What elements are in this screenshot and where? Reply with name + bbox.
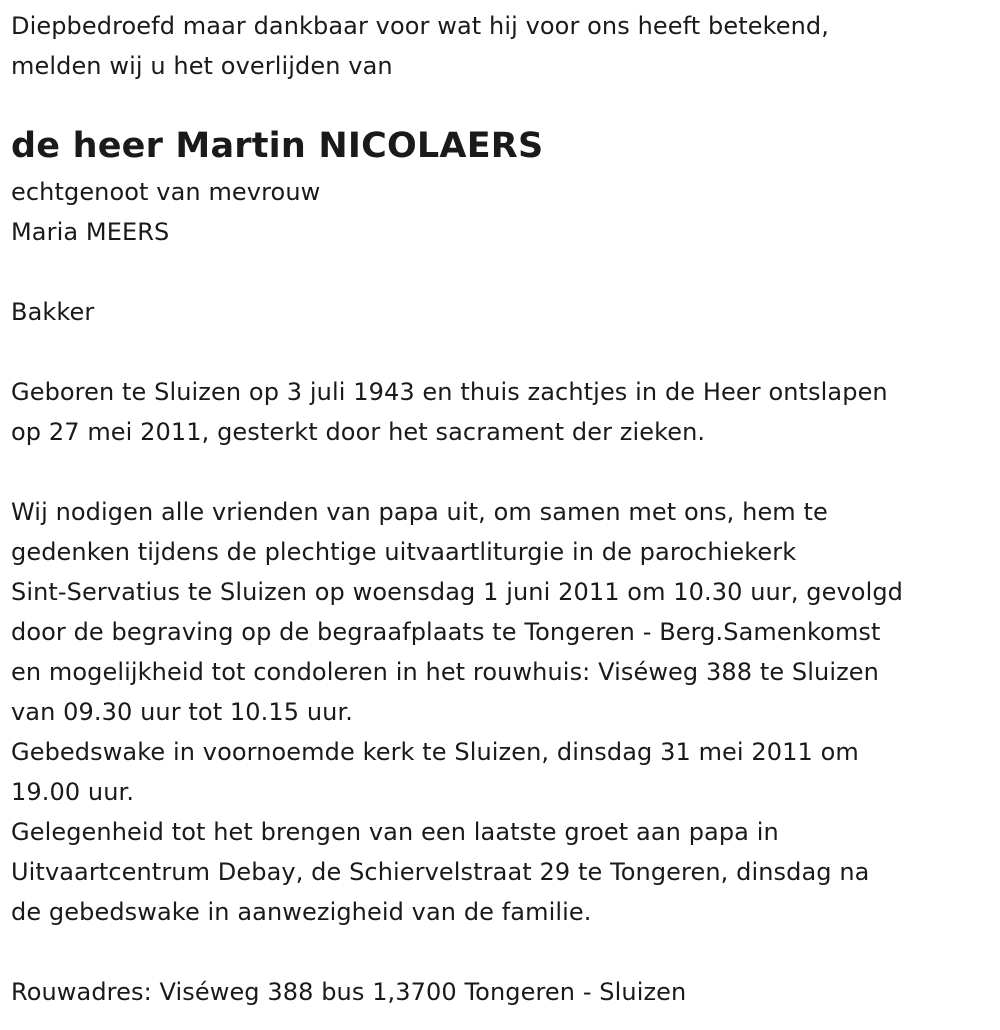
intro-line-1: Diepbedroefd maar dankbaar voor wat hij voor ons heeft betekend, [11, 12, 829, 40]
mourning-address: Rouwadres: Viséweg 388 bus 1,3700 Tongeren - Sluizen [11, 978, 687, 1006]
invitation-line: gedenken tijdens de plechtige uitvaartliturgie in de parochiekerk [11, 538, 797, 566]
invitation-line: Sint-Servatius te Sluizen op woensdag 1 juni 2011 om 10.30 uur, gevolgd [11, 578, 904, 606]
invitation-line: Wij nodigen alle vrienden van papa uit, om samen met ons, hem te [11, 498, 828, 526]
birth-death-line-2: op 27 mei 2011, gesterkt door het sacrament der zieken. [11, 418, 706, 446]
birth-death-line-1: Geboren te Sluizen op 3 juli 1943 en thuis zachtjes in de Heer ontslapen [11, 378, 888, 406]
death-notice [11, 6, 991, 1012]
deceased-name: de heer Martin NICOLAERS [11, 126, 544, 166]
spacer [11, 452, 991, 492]
intro-line-2: melden wij u het overlijden van [11, 52, 393, 80]
invitation-line: de gebedswake in aanwezigheid van de familie. [11, 898, 592, 926]
invitation-line: Gebedswake in voornoemde kerk te Sluizen, dinsdag 31 mei 2011 om [11, 738, 859, 766]
profession: Bakker [11, 298, 95, 326]
invitation-line: Uitvaartcentrum Debay, de Schiervelstraat 29 te Tongeren, dinsdag na [11, 858, 870, 886]
invitation-line: 19.00 uur. [11, 778, 135, 806]
invitation-line: Gelegenheid tot het brengen van een laatste groet aan papa in [11, 818, 779, 846]
spouse-line-1: echtgenoot van mevrouw [11, 178, 321, 206]
invitation-line: en mogelijkheid tot condoleren in het rouwhuis: Viséweg 388 te Sluizen [11, 658, 879, 686]
spacer [11, 252, 991, 292]
invitation-line: van 09.30 uur tot 10.15 uur. [11, 698, 353, 726]
spouse-line-2: Maria MEERS [11, 218, 170, 246]
spacer [11, 332, 991, 372]
invitation-line: door de begraving op de begraafplaats te Tongeren - Berg.Samenkomst [11, 618, 881, 646]
spacer [11, 932, 991, 972]
